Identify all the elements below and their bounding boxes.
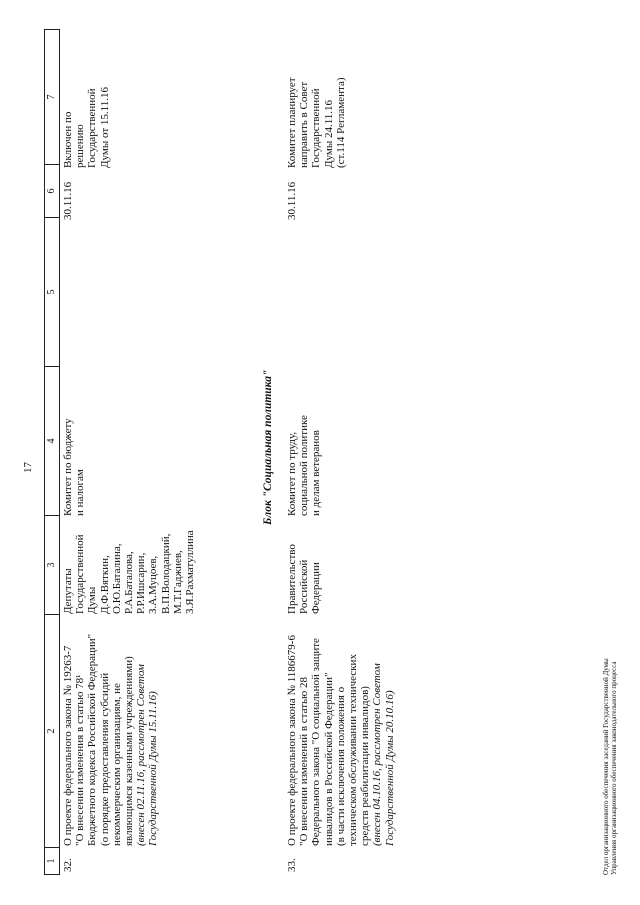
author-line: О.Ю.Баталина, <box>110 543 123 614</box>
bill-status-note: (внесен 04.10.16, рассмотрен Советом <box>371 663 384 846</box>
bill-title-line: О проекте федерального закона № 1186679-6 <box>286 635 298 846</box>
column-header: 1 <box>45 847 59 874</box>
bill-title-line: О проекте федерального закона № 19263-7 <box>62 645 74 846</box>
bill-title <box>62 617 196 849</box>
responsible-committee <box>286 371 396 519</box>
column-header: 6 <box>45 164 59 217</box>
section-heading: Блок "Социальная политика" <box>262 369 274 525</box>
footer <box>602 658 618 875</box>
committee-line: Комитет по бюджету <box>62 418 74 516</box>
committee-line: и налогам <box>74 469 87 516</box>
author-line: Д.Ф.Вяткин, <box>98 555 111 614</box>
bill-title-line: (о порядке предоставления субсидий <box>98 672 111 846</box>
note-line: Государственной <box>310 88 323 168</box>
column-5-cell <box>286 223 396 371</box>
bill-authors <box>286 519 396 617</box>
note-line: Думы от 15.11.16 <box>98 87 111 168</box>
responsible-committee <box>62 371 196 519</box>
author-line: Российской <box>298 559 311 614</box>
bill-title <box>286 617 396 849</box>
note-line: Государственной <box>86 88 99 168</box>
date-cell: 30.11.16 <box>62 181 74 220</box>
bill-title-line: Бюджетного кодекса Российской Федерации" <box>86 633 99 846</box>
bill-status-note: Государственной Думы 15.11.16) <box>147 691 160 846</box>
author-line: Депутаты <box>62 568 74 614</box>
bill-title-line: некоммерческим организациям, не <box>110 683 123 846</box>
column-header: 2 <box>45 614 59 847</box>
bill-title-line: "О внесении изменений в статью 28 <box>298 677 311 846</box>
author-line: З.А.Муцоев, <box>147 555 160 614</box>
column-header: 4 <box>45 366 59 515</box>
note-line: направить в Совет <box>298 81 311 168</box>
committee-line: социальной политике <box>298 415 311 516</box>
row-number: 32. <box>62 858 74 872</box>
bill-title-line: техническом обслуживании технических <box>347 654 360 846</box>
bill-title-line: инвалидов в Российской Федерации" <box>322 672 335 846</box>
table-header <box>44 29 60 875</box>
bill-authors <box>62 519 196 617</box>
bill-status-note: Государственной Думы 20.10.16) <box>383 690 396 846</box>
note-cell <box>286 31 396 171</box>
author-line: З.Я.Рахматуллина <box>184 530 197 614</box>
author-line: Р.А.Баталова, <box>123 551 136 614</box>
column-5-cell <box>62 223 196 371</box>
column-header: 5 <box>45 217 59 366</box>
row-number: 33. <box>286 858 298 872</box>
bill-status-note: (внесен 02.11.16, рассмотрен Советом <box>135 664 148 846</box>
committee-line: Комитет по труду, <box>286 431 298 516</box>
bill-title-line: (в части исключения положения о <box>334 686 347 846</box>
note-line: Думы 24.11.16 <box>322 99 335 168</box>
note-line: решению <box>74 124 87 168</box>
author-line: Государственной <box>74 534 87 614</box>
note-line: (ст.114 Регламента) <box>334 77 347 168</box>
column-header: 3 <box>45 515 59 614</box>
table-row <box>62 31 196 875</box>
column-header: 7 <box>46 94 57 100</box>
date-cell: 30.11.16 <box>286 181 298 220</box>
bill-title-line: "О внесении изменения в статью 78¹ <box>74 674 87 846</box>
author-line: М.Т.Гаджиев, <box>171 550 184 614</box>
author-line: Думы <box>86 586 99 614</box>
footer-line: Отдел организационного обеспечения заседаний Государственной Думы <box>602 658 610 875</box>
author-line: Правительство <box>286 544 298 614</box>
committee-line: и делам ветеранов <box>310 430 323 516</box>
note-line: Комитет планирует <box>286 77 298 168</box>
author-line: Федерации <box>310 562 323 614</box>
author-line: Р.Р.Ишсарин, <box>135 552 148 614</box>
table-row <box>286 31 396 875</box>
note-cell <box>62 31 196 171</box>
page-number: 17 <box>22 462 34 473</box>
bill-title-line: Федерального закона "О социальной защите <box>310 638 323 846</box>
note-line: Включен по <box>62 111 74 168</box>
bill-title-line: являющимся казенными учреждениями) <box>123 656 136 846</box>
bill-title-line: средств реабилитации инвалидов) <box>359 686 372 846</box>
footer-line: Управления организационного обеспечения законодательного процесса <box>610 661 618 875</box>
author-line: В.П.Володацкий, <box>159 533 172 614</box>
